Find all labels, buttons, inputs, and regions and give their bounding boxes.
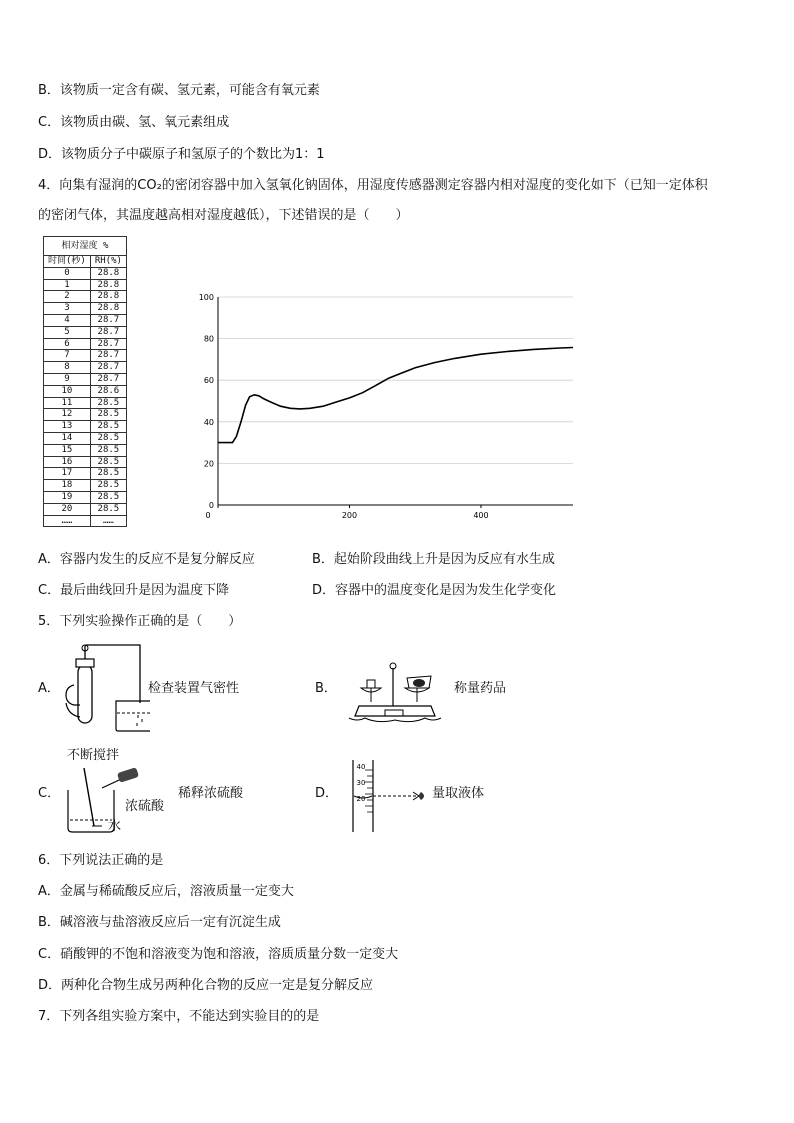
table-cell-rh: 28.8	[90, 279, 126, 291]
table-cell-rh: 28.5	[90, 409, 126, 421]
y-tick-label: 60	[203, 376, 214, 386]
table-row	[44, 338, 127, 350]
table-row	[44, 385, 127, 397]
table-cell-time: 10	[44, 385, 91, 397]
option-d-prev: D．该物质分子中碳原子和氢原子的个数比为1：1	[38, 147, 325, 162]
table-cell-rh: 28.8	[90, 291, 126, 303]
table-cell-rh: 28.7	[90, 338, 126, 350]
table-cell-rh: 28.5	[90, 468, 126, 480]
table-row	[44, 267, 127, 279]
table-cell-time: 1	[44, 279, 91, 291]
q4-option-a: A．容器内发生的反应不是复分解反应	[38, 552, 255, 567]
option-c-prev: C．该物质由碳、氢、氧元素组成	[38, 115, 230, 130]
q5-option-d-text: 量取液体	[432, 786, 485, 801]
q5-option-b-text: 称量药品	[454, 681, 507, 696]
cylinder-tick-20: 20	[356, 795, 366, 803]
acid-label: 浓硫酸	[125, 799, 165, 814]
table-row	[44, 362, 127, 374]
table-cell-rh: 28.8	[90, 303, 126, 315]
question-5-stem: 5．下列实验操作正确的是（ ）	[38, 614, 242, 629]
y-tick-label: 0	[208, 501, 214, 510]
table-cell-time: 17	[44, 468, 91, 480]
table-cell-rh: 28.5	[90, 456, 126, 468]
table-row	[44, 456, 127, 468]
table-cell-time: 19	[44, 491, 91, 503]
x-tick-label: 0	[205, 511, 211, 520]
question-4-stem: 4．向集有湿润的CO₂的密闭容器中加入氢氧化钠固体，用湿度传感器测定容器内相对湿度的变化如下（已知一定体积	[38, 178, 708, 193]
q6-option-c: C．硝酸钾的不饱和溶液变为饱和溶液，溶质质量分数一定变大	[38, 947, 399, 962]
table-row	[44, 326, 127, 338]
q6-option-a: A．金属与稀硫酸反应后，溶液质量一定变大	[38, 884, 294, 899]
table-cell-time: 0	[44, 267, 91, 279]
table-cell-time: 18	[44, 480, 91, 492]
y-tick-label: 20	[203, 459, 214, 469]
water-label: 水	[108, 819, 122, 834]
table-cell-time: 11	[44, 397, 91, 409]
question-6-stem: 6．下列说法正确的是	[38, 853, 164, 868]
table-row	[44, 515, 127, 527]
table-cell-rh: 28.5	[90, 421, 126, 433]
table-row	[44, 503, 127, 515]
airtightness-apparatus-figure	[60, 643, 150, 733]
option-b-prev: B．该物质一定含有碳、氢元素，可能含有氧元素	[38, 83, 320, 98]
table-cell-rh: 28.5	[90, 480, 126, 492]
q6-option-b: B．碱溶液与盐溶液反应后一定有沉淀生成	[38, 915, 281, 930]
table-cell-rh: 28.5	[90, 432, 126, 444]
series-line	[218, 348, 573, 443]
table-row	[44, 373, 127, 385]
q4-option-b: B．起始阶段曲线上升是因为反应有水生成	[312, 552, 555, 567]
table-row	[44, 421, 127, 433]
table-cell-time: 12	[44, 409, 91, 421]
table-row	[44, 291, 127, 303]
table-row	[44, 432, 127, 444]
y-tick-label: 100	[198, 293, 214, 302]
table-cell-rh: 28.7	[90, 350, 126, 362]
question-7-stem: 7．下列各组实验方案中，不能达到实验目的的是	[38, 1009, 320, 1024]
table-cell-rh: 28.5	[90, 491, 126, 503]
q6-option-d: D．两种化合物生成另两种化合物的反应一定是复分解反应	[38, 978, 374, 993]
table-cell-time: 20	[44, 503, 91, 515]
question-4-stem-cont: 的密闭气体，其温度越高相对湿度越低），下述错误的是（ ）	[38, 208, 409, 223]
table-cell-rh: 28.7	[90, 326, 126, 338]
table-row	[44, 303, 127, 315]
q5-option-d-letter: D．	[315, 786, 339, 801]
table-row	[44, 444, 127, 456]
table-row	[44, 468, 127, 480]
q5-option-a-letter: A．	[38, 681, 60, 696]
x-tick-label: 400	[473, 511, 489, 520]
table-cell-time: 13	[44, 421, 91, 433]
table-cell-time: 2	[44, 291, 91, 303]
q5-option-b-letter: B．	[315, 681, 337, 696]
table-cell-time: 9	[44, 373, 91, 385]
table-cell-time: ……	[44, 515, 91, 527]
table-title: 相对湿度 %	[44, 237, 127, 256]
y-tick-label: 40	[203, 417, 214, 427]
humidity-table	[43, 236, 127, 527]
table-row	[44, 491, 127, 503]
table-cell-time: 7	[44, 350, 91, 362]
table-cell-rh: 28.7	[90, 373, 126, 385]
y-tick-label: 80	[203, 334, 214, 344]
table-cell-time: 15	[44, 444, 91, 456]
table-row	[44, 480, 127, 492]
table-cell-rh: 28.6	[90, 385, 126, 397]
table-cell-rh: 28.7	[90, 362, 126, 374]
table-cell-time: 16	[44, 456, 91, 468]
table-cell-time: 5	[44, 326, 91, 338]
table-cell-rh: 28.5	[90, 397, 126, 409]
table-cell-rh: 28.5	[90, 444, 126, 456]
table-row	[44, 397, 127, 409]
table-cell-time: 4	[44, 314, 91, 326]
stirring-label: 不断搅拌	[67, 748, 120, 763]
table-cell-rh: 28.7	[90, 314, 126, 326]
table-header-rh: RH(%)	[90, 256, 126, 268]
balance-scale-figure	[347, 658, 442, 724]
table-row	[44, 314, 127, 326]
table-cell-time: 6	[44, 338, 91, 350]
table-row	[44, 350, 127, 362]
table-row	[44, 409, 127, 421]
q4-option-d: D．容器中的温度变化是因为发生化学变化	[312, 583, 557, 598]
cylinder-tick-40: 40	[356, 763, 366, 771]
table-cell-rh: 28.8	[90, 267, 126, 279]
table-cell-time: 8	[44, 362, 91, 374]
table-cell-time: 14	[44, 432, 91, 444]
table-cell-rh: ……	[90, 515, 126, 527]
graduated-cylinder-figure	[345, 758, 430, 834]
q5-option-a-text: 检查装置气密性	[148, 681, 240, 696]
q4-option-c: C．最后曲线回升是因为温度下降	[38, 583, 230, 598]
table-row	[44, 279, 127, 291]
q5-option-c-text: 稀释浓硫酸	[178, 786, 244, 801]
table-cell-time: 3	[44, 303, 91, 315]
cylinder-tick-30: 30	[356, 779, 366, 787]
q5-option-c-letter: C．	[38, 786, 61, 801]
table-cell-rh: 28.5	[90, 503, 126, 515]
x-tick-label: 200	[341, 511, 358, 520]
table-header-time: 时间(秒)	[44, 256, 91, 268]
